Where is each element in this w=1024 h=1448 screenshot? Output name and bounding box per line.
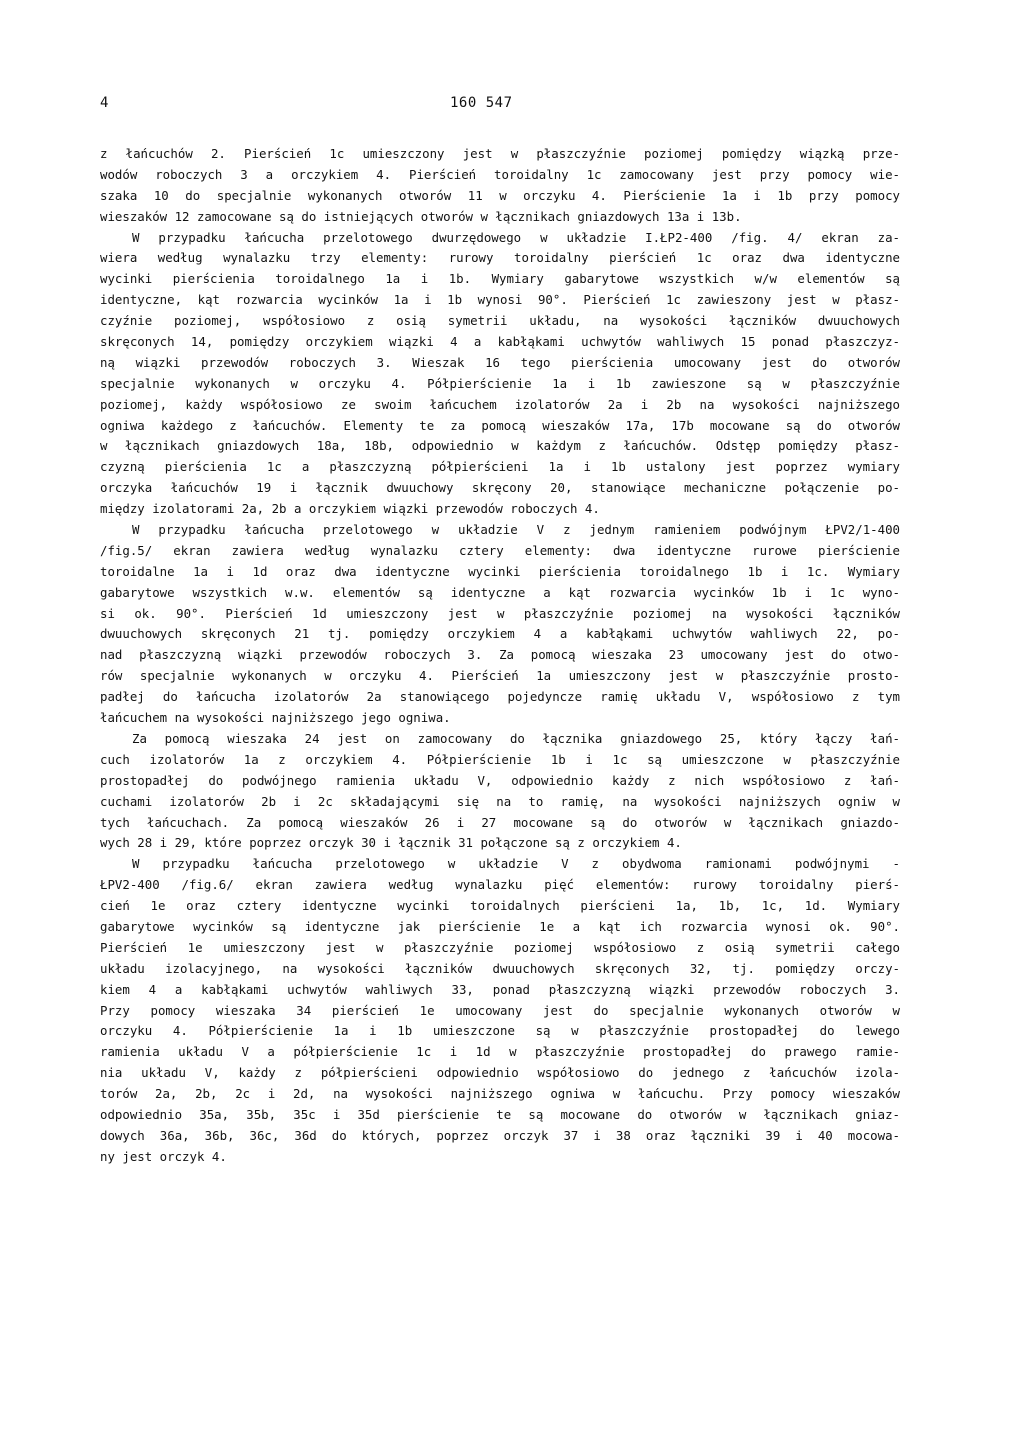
text-line: Za pomocą wieszaka 24 jest on zamocowany do łącznika gniazdowego 25, który łączy łań- <box>132 730 900 746</box>
text-line: ogniwa każdego z łańcuchów. Elementy te za pomocą wieszaków 17a, 17b mocowane są do otworów <box>100 417 900 433</box>
text-line: padłej do łańcucha izolatorów 2a stanowiącego pojedyncze ramię układu V, współosiowo z tym <box>100 689 900 705</box>
text-line: wodów roboczych 3 a orczykiem 4. Pierścień toroidalny 1c zamocowany jest przy pomocy wie- <box>100 166 900 182</box>
text-line: prostopadłej do podwójnego ramienia układu V, odpowiednio każdy z nich współosiowo z łań- <box>100 772 900 788</box>
text-line: nad płaszczyzną wiązki przewodów roboczych 3. Za pomocą wieszaka 23 umocowany jest do otwo- <box>100 647 900 663</box>
text-line: Pierścień 1e umieszczony jest w płaszczyźnie poziomej współosiowo z osią symetrii całego <box>100 939 900 955</box>
text-line: wych 28 i 29, które poprzez orczyk 30 i łącznik 31 połączone są z orczykiem 4. <box>100 835 682 851</box>
text-line: W przypadku łańcucha przelotowego dwurzędowego w układzie I.ŁP2-400 /fig. 4/ ekran za- <box>132 229 900 245</box>
text-line: toroidalne 1a i 1d oraz dwa identyczne wycinki pierścienia toroidalnego 1b i 1c. Wymiary <box>100 563 900 579</box>
text-line: W przypadku łańcucha przelotowego w układzie V z jednym ramieniem podwójnym ŁPV2/1-400 <box>132 522 900 538</box>
page-number: 4 <box>100 95 109 111</box>
text-line: między izolatorami 2a, 2b a orczykiem wiązki przewodów roboczych 4. <box>100 501 600 517</box>
body-text <box>100 144 900 1168</box>
text-line: z łańcuchów 2. Pierścień 1c umieszczony jest w płaszczyźnie poziomej pomiędzy wiązką prze- <box>100 146 900 161</box>
text-line: rów specjalnie wykonanych w orczyku 4. Pierścień 1a umieszczony jest w płaszczyźnie prosto- <box>100 668 900 684</box>
text-line: gabarytowe wycinków są identyczne jak pierścienie 1e a kąt ich rozwarcia wynosi ok. 90°. <box>100 918 900 934</box>
text-line: tych łańcuchach. Za pomocą wieszaków 26 i 27 mocowane są do otworów w łącznikach gniazdo- <box>100 814 900 830</box>
text-line: ną wiązki przewodów roboczych 3. Wieszak 16 tego pierścienia umocowany jest do otworów <box>100 354 900 370</box>
text-line: cuchami izolatorów 2b i 2c składającymi się na to ramię, na wysokości najniższych ogniw w <box>100 793 900 809</box>
text-line: ramienia układu V a półpierścienie 1c i 1d w płaszczyźnie prostopadłej do prawego ramie- <box>100 1044 900 1060</box>
text-line: wycinki pierścienia toroidalnego 1a i 1b. Wymiary gabarytowe wszystkich w/w elementów są <box>100 271 900 287</box>
text-line: dowych 36a, 36b, 36c, 36d do których, poprzez orczyk 37 i 38 oraz łączniki 39 i 40 mocowa- <box>100 1127 900 1143</box>
text-line: dwuuchowych skręconych 21 tj. pomiędzy orczykiem 4 a kabłąkami uchwytów wahliwych 22, po- <box>100 626 900 642</box>
text-line: nia układu V, każdy z półpierścieni odpowiednio współosiowo do jednego z łańcuchów izola- <box>100 1065 900 1081</box>
text-line: orczyku 4. Półpierścienie 1a i 1b umieszczone są w płaszczyźnie prostopadłej do lewego <box>100 1023 900 1039</box>
text-line: odpowiednio 35a, 35b, 35c i 35d pierścienie te są mocowane do otworów w łącznikach gniaz- <box>100 1106 900 1122</box>
text-line: wiera według wynalazku trzy elementy: rurowy toroidalny pierścień 1c oraz dwa identyczne <box>100 250 900 266</box>
text-line: gabarytowe wszystkich w.w. elementów są identyczne a kąt rozwarcia wycinków 1b i 1c wyno- <box>100 584 900 600</box>
text-line: ŁPV2-400 /fig.6/ ekran zawiera według wynalazku pięć elementów: rurowy toroidalny pierś- <box>100 877 900 893</box>
text-line: czyźnie poziomej, współosiowo z osią symetrii układu, na wysokości łączników dwuuchowych <box>100 313 900 329</box>
text-line: torów 2a, 2b, 2c i 2d, na wysokości najniższego ogniwa w łańcuchu. Przy pomocy wieszaków <box>100 1086 900 1102</box>
text-line: łańcuchem na wysokości najniższego jego ogniwa. <box>100 710 451 726</box>
text-line: cuch izolatorów 1a z orczykiem 4. Półpierścienie 1b i 1c są umieszczone w płaszczyźnie <box>100 751 900 767</box>
text-line: cień 1e oraz cztery identyczne wycinki toroidalnych pierścieni 1a, 1b, 1c, 1d. Wymiary <box>100 898 900 914</box>
text-line: si ok. 90°. Pierścień 1d umieszczony jest w płaszczyźnie poziomej na wysokości łączników <box>100 605 900 621</box>
text-line: /fig.5/ ekran zawiera według wynalazku cztery elementy: dwa identyczne rurowe pierścienie <box>100 542 900 558</box>
text-line: w łącznikach gniazdowych 18a, 18b, odpowiednio w każdym z łańcuchów. Odstęp pomiędzy płasz- <box>100 438 900 454</box>
text-line: skręconych 14, pomiędzy orczykiem wiązki 4 a kabłąkami uchwytów wahliwych 15 ponad płaszczyz- <box>100 334 900 350</box>
text-line: orczyka łańcuchów 19 i łącznik dwuuchowy skręcony 20, stanowiące mechaniczne połączenie po- <box>100 480 900 496</box>
document-number: 160 547 <box>450 95 513 111</box>
text-line: W przypadku łańcucha przelotowego w układzie V z obydwoma ramionami podwójnymi - <box>132 856 900 872</box>
text-line: ny jest orczyk 4. <box>100 1148 227 1164</box>
text-line: kiem 4 a kabłąkami uchwytów wahliwych 33, ponad płaszczyzną wiązki przewodów roboczych 3. <box>100 981 900 997</box>
text-line: szaka 10 do specjalnie wykonanych otworów 11 w orczyku 4. Pierścienie 1a i 1b przy pomocy <box>100 187 900 203</box>
text-line: poziomej, każdy współosiowo ze swoim łańcuchem izolatorów 2a i 2b na wysokości najniższego <box>100 396 900 412</box>
text-line: specjalnie wykonanych w orczyku 4. Półpierścienie 1a i 1b zawieszone są w płaszczyźnie <box>100 375 900 391</box>
text-line: czyzną pierścienia 1c a płaszczyzną półpierścieni 1a i 1b ustalony jest poprzez wymiary <box>100 459 900 475</box>
text-line: wieszaków 12 zamocowane są do istniejących otworów w łącznikach gniazdowych 13a i 13b. <box>100 208 742 224</box>
text-line: identyczne, kąt rozwarcia wycinków 1a i 1b wynosi 90°. Pierścień 1c zawieszony jest w płasz- <box>100 292 900 308</box>
text-line: Przy pomocy wieszaka 34 pierścień 1e umocowany jest do specjalnie wykonanych otworów w <box>100 1002 900 1018</box>
text-line: układu izolacyjnego, na wysokości łączników dwuuchowych skręconych 32, tj. pomiędzy orczy- <box>100 960 900 976</box>
